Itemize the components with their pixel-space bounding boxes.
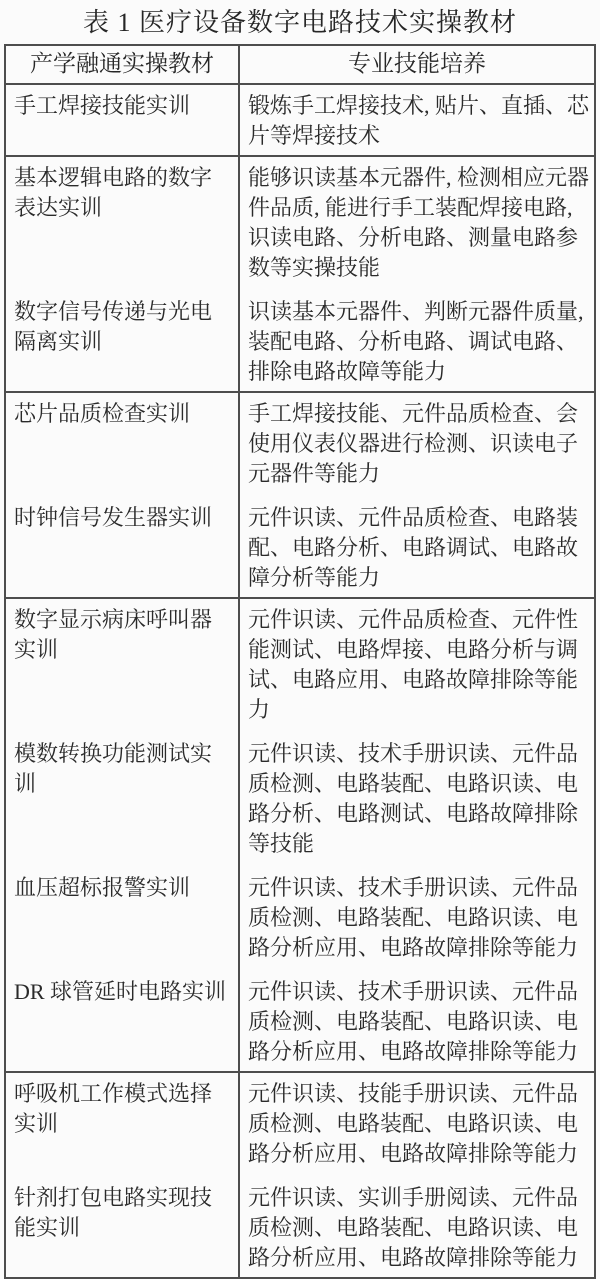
material-cell: 血压超标报警实训 xyxy=(5,859,239,963)
skills-cell: 元件识读、技术手册识读、元件品质检测、电路装配、电路识读、电路分析应用、电路故障排除等能力 xyxy=(239,859,595,963)
table-row xyxy=(5,283,595,392)
skills-cell: 能够识读基本元器件, 检测相应元器件品质, 能进行手工装配焊接电路, 识读电路、分析电路、测量电路参数等实操技能 xyxy=(239,156,595,283)
skills-cell: 元件识读、元件品质检查、元件性能测试、电路焊接、电路分析与调试、电路应用、电路故障排除等能力 xyxy=(239,598,595,725)
table-row xyxy=(5,84,595,156)
training-materials-table xyxy=(4,44,596,1279)
skills-cell: 元件识读、技能手册识读、元件品质检测、电路装配、电路识读、电路分析应用、电路故障排除等能力 xyxy=(239,1072,595,1169)
skills-cell: 元件识读、技术手册识读、元件品质检测、电路装配、电路识读、电路分析、电路测试、电路故障排除等技能 xyxy=(239,725,595,859)
material-cell: 时钟信号发生器实训 xyxy=(5,489,239,598)
table-row xyxy=(5,392,595,489)
column-header-skills: 专业技能培养 xyxy=(239,45,595,84)
material-cell: 模数转换功能测试实训 xyxy=(5,725,239,859)
table-header xyxy=(5,45,595,84)
table-row xyxy=(5,725,595,859)
table-row xyxy=(5,1072,595,1169)
skills-cell: 锻炼手工焊接技术, 贴片、直插、芯片等焊接技术 xyxy=(239,84,595,156)
skills-cell: 元件识读、技术手册识读、元件品质检测、电路装配、电路识读、电路分析应用、电路故障排除等能力 xyxy=(239,963,595,1072)
material-cell: 芯片品质检查实训 xyxy=(5,392,239,489)
material-cell: 基本逻辑电路的数字表达实训 xyxy=(5,156,239,283)
header-row xyxy=(5,45,595,84)
column-header-material: 产学融通实操教材 xyxy=(5,45,239,84)
table-row xyxy=(5,859,595,963)
table-row xyxy=(5,1169,595,1278)
table-caption: 表 1 医疗设备数字电路技术实操教材 xyxy=(82,8,517,37)
material-cell: 数字信号传递与光电隔离实训 xyxy=(5,283,239,392)
skills-cell: 识读基本元器件、判断元器件质量, 装配电路、分析电路、调试电路、排除电路故障等能力 xyxy=(239,283,595,392)
material-cell: 针剂打包电路实现技能实训 xyxy=(5,1169,239,1278)
table-row xyxy=(5,156,595,283)
material-cell: 手工焊接技能实训 xyxy=(5,84,239,156)
table-row xyxy=(5,963,595,1072)
table-body xyxy=(5,84,595,1278)
material-cell: DR 球管延时电路实训 xyxy=(5,963,239,1072)
skills-cell: 元件识读、元件品质检查、电路装配、电路分析、电路调试、电路故障分析等能力 xyxy=(239,489,595,598)
material-cell: 呼吸机工作模式选择实训 xyxy=(5,1072,239,1169)
table-row xyxy=(5,489,595,598)
material-cell: 数字显示病床呼叫器实训 xyxy=(5,598,239,725)
skills-cell: 元件识读、实训手册阅读、元件品质检测、电路装配、电路识读、电路分析应用、电路故障排除等能力 xyxy=(239,1169,595,1278)
table-row xyxy=(5,598,595,725)
skills-cell: 手工焊接技能、元件品质检查、会使用仪表仪器进行检测、识读电子元器件等能力 xyxy=(239,392,595,489)
